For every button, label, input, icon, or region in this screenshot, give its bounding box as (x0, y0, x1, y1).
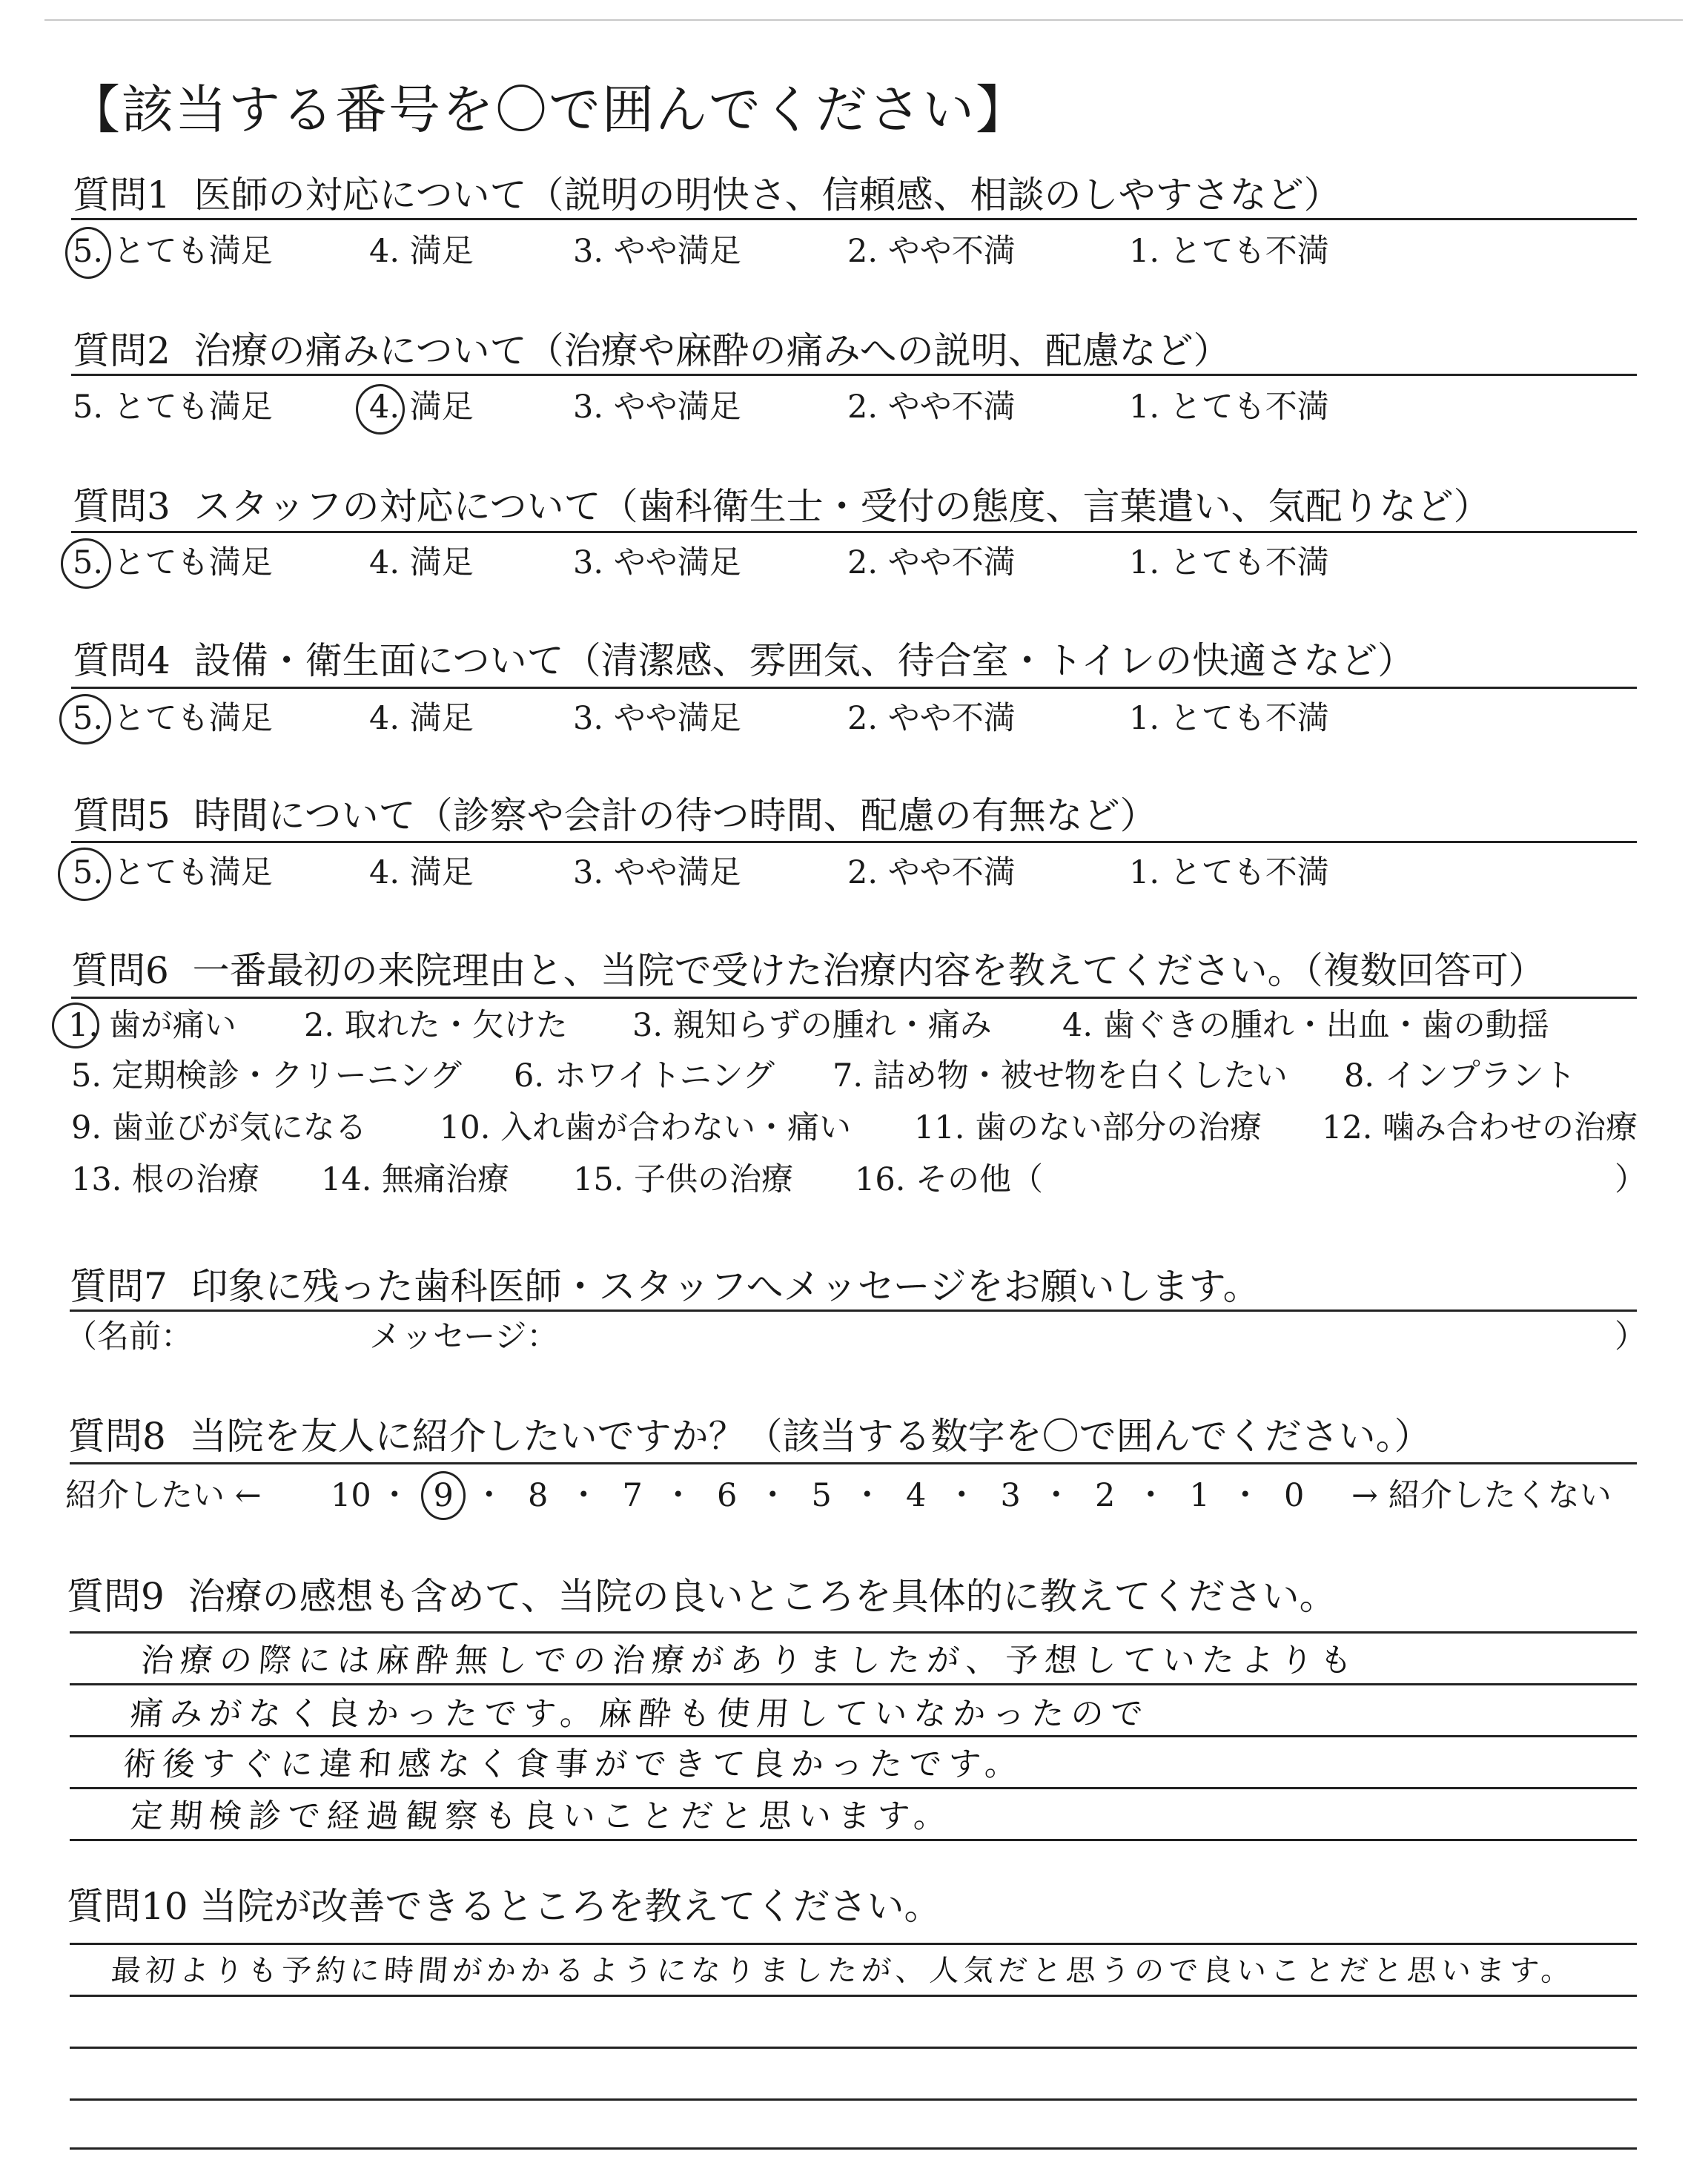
q3-option-4[interactable]: 4. 満足 (369, 544, 474, 581)
q4-option-4[interactable]: 4. 満足 (369, 700, 474, 737)
question-7 (70, 1265, 1260, 1308)
question-3 (73, 485, 1491, 528)
q6-option-3[interactable]: 3. 親知らずの腫れ・痛み (632, 1007, 992, 1044)
q4-option-3[interactable]: 3. やや満足 (573, 700, 741, 737)
q3-option-3[interactable]: 3. やや満足 (573, 544, 741, 581)
q6-option-7[interactable]: 7. 詰め物・被せ物を白くしたい (833, 1057, 1288, 1094)
q6-option-8[interactable]: 8. インプラント (1344, 1057, 1576, 1094)
question-6-text: 一番最初の来院理由と、当院で受けた治療内容を教えてください。（複数回答可） (192, 949, 1546, 992)
q5-option-1[interactable]: 1. とても不満 (1129, 854, 1329, 891)
q10-rule-1 (70, 1943, 1637, 1945)
q6-option-6[interactable]: 6. ホワイトニング (514, 1057, 775, 1094)
question-2-label: 質問2 (73, 329, 171, 372)
question-5-rule (71, 841, 1637, 843)
question-7-label: 質問7 (70, 1265, 168, 1308)
q8-scale-separator: ・ (1229, 1477, 1262, 1514)
q6-option-1[interactable]: 1. 歯が痛い (68, 1007, 236, 1044)
q5-option-3[interactable]: 3. やや満足 (573, 854, 741, 891)
q8-scale-separator: ・ (1040, 1477, 1073, 1514)
q9-rule-3 (70, 1735, 1637, 1737)
q8-scale-1[interactable]: 1 (1189, 1477, 1210, 1514)
question-4-label: 質問4 (73, 639, 171, 682)
q1-option-3[interactable]: 3. やや満足 (573, 233, 741, 270)
q8-left-label: 紹介したい ← (65, 1477, 262, 1514)
question-1-label: 質問1 (73, 174, 171, 217)
question-1-rule (71, 218, 1637, 220)
q6-option-5[interactable]: 5. 定期検診・クリーニング (71, 1057, 462, 1094)
q6-option-9[interactable]: 9. 歯並びが気になる (71, 1109, 367, 1146)
question-5 (73, 794, 1157, 837)
q8-scale-10[interactable]: 10 (331, 1477, 371, 1514)
question-1-text: 医師の対応について（説明の明快さ、信頼感、相談のしやすさなど） (193, 174, 1341, 217)
q6-option-15[interactable]: 15. 子供の治療 (573, 1161, 794, 1198)
question-10 (67, 1885, 941, 1928)
question-8-rule (70, 1462, 1637, 1464)
q8-scale-8[interactable]: 8 (528, 1477, 549, 1514)
question-9-label: 質問9 (67, 1575, 165, 1618)
q10-rule-3 (70, 2047, 1637, 2049)
q7-close-paren: ） (1615, 1318, 1646, 1355)
q8-scale-separator: ・ (1134, 1477, 1167, 1514)
q6-option-14[interactable]: 14. 無痛治療 (321, 1161, 510, 1198)
q8-scale-separator: ・ (473, 1477, 506, 1514)
q8-scale-0[interactable]: 0 (1284, 1477, 1305, 1514)
q8-scale-separator: ・ (378, 1477, 411, 1514)
question-4-text: 設備・衛生面について（清潔感、雰囲気、待合室・トイレの快適さなど） (193, 639, 1415, 682)
q6-other-close-paren: ） (1615, 1161, 1646, 1198)
question-6 (71, 949, 1546, 992)
scan-edge (44, 19, 1683, 21)
instruction-heading: 【該当する番号を〇で囲んでください】 (68, 79, 1029, 140)
q1-option-5[interactable]: 5. とても満足 (73, 233, 273, 270)
q9-answer-line-4: 定期検診で経過観察も良いことだと思います。 (129, 1797, 955, 1835)
q7-message-label: メッセージ： (369, 1318, 559, 1355)
q6-option-13[interactable]: 13. 根の治療 (71, 1161, 260, 1198)
q10-rule-5 (70, 2147, 1637, 2150)
q8-scale-5[interactable]: 5 (811, 1477, 832, 1514)
question-10-label: 質問10 (67, 1885, 188, 1928)
q6-option-2[interactable]: 2. 取れた・欠けた (304, 1007, 568, 1044)
q2-option-5[interactable]: 5. とても満足 (73, 389, 273, 426)
q4-option-1[interactable]: 1. とても不満 (1129, 700, 1329, 737)
q6-option-16[interactable]: 16. その他（ (855, 1161, 1044, 1198)
question-6-label: 質問6 (71, 949, 169, 992)
q9-answer-line-1: 治療の際には麻酔無しでの治療がありましたが、予想していたよりも (139, 1642, 1360, 1680)
q5-option-4[interactable]: 4. 満足 (369, 854, 474, 891)
question-10-text: 当院が改善できるところを教えてください。 (199, 1885, 941, 1928)
q8-scale-separator: ・ (851, 1477, 884, 1514)
q2-option-3[interactable]: 3. やや満足 (573, 389, 741, 426)
q5-option-5[interactable]: 5. とても満足 (73, 854, 273, 891)
q8-scale-6[interactable]: 6 (717, 1477, 738, 1514)
q9-answer-line-2: 痛みがなく良かったです。麻酔も使用していなかったので (129, 1695, 1151, 1733)
question-5-label: 質問5 (73, 794, 171, 837)
q1-option-1[interactable]: 1. とても不満 (1129, 233, 1329, 270)
q4-option-2[interactable]: 2. やや不満 (847, 700, 1016, 737)
question-2-text: 治療の痛みについて（治療や麻酔の痛みへの説明、配慮など） (193, 329, 1231, 372)
question-4-rule (71, 687, 1637, 689)
q3-option-1[interactable]: 1. とても不満 (1129, 544, 1329, 581)
question-8-label: 質問8 (68, 1415, 166, 1458)
q5-option-2[interactable]: 2. やや不満 (847, 854, 1016, 891)
question-2 (73, 329, 1231, 372)
q8-scale-separator: ・ (945, 1477, 978, 1514)
q9-answer-line-3: 術後すぐに違和感なく食事ができて良かったです。 (122, 1745, 1026, 1783)
q10-rule-2 (70, 1995, 1637, 1997)
q6-option-4[interactable]: 4. 歯ぐきの腫れ・出血・歯の動揺 (1062, 1007, 1549, 1044)
question-8-text: 当院を友人に紹介したいですか？（該当する数字を〇で囲んでください。） (189, 1415, 1431, 1458)
q6-option-12[interactable]: 12. 噛み合わせの治療 (1322, 1109, 1638, 1146)
q9-rule-4 (70, 1787, 1637, 1789)
q8-scale-separator: ・ (662, 1477, 695, 1514)
q9-rule-1 (70, 1631, 1637, 1634)
q8-scale-2[interactable]: 2 (1095, 1477, 1116, 1514)
q7-name-label: （名前： (65, 1318, 193, 1355)
question-8 (68, 1415, 1431, 1458)
question-5-text: 時間について（診察や会計の待つ時間、配慮の有無など） (193, 794, 1157, 837)
question-2-rule (71, 374, 1637, 376)
question-9 (67, 1575, 1337, 1618)
q2-option-1[interactable]: 1. とても不満 (1129, 389, 1329, 426)
question-9-text: 治療の感想も含めて、当院の良いところを具体的に教えてください。 (188, 1575, 1337, 1618)
question-1 (73, 174, 1341, 217)
q9-rule-2 (70, 1683, 1637, 1685)
q3-option-2[interactable]: 2. やや不満 (847, 544, 1016, 581)
q1-option-2[interactable]: 2. やや不満 (847, 233, 1016, 270)
q8-right-label: → 紹介したくない (1351, 1477, 1612, 1514)
q8-scale-separator: ・ (567, 1477, 600, 1514)
q6-option-10[interactable]: 10. 入れ歯が合わない・痛い (440, 1109, 852, 1146)
q8-scale-3[interactable]: 3 (1000, 1477, 1021, 1514)
q8-scale-separator: ・ (756, 1477, 789, 1514)
q8-scale-4[interactable]: 4 (906, 1477, 927, 1514)
question-3-text: スタッフの対応について（歯科衛生士・受付の態度、言葉遣い、気配りなど） (193, 485, 1491, 528)
q2-option-4[interactable]: 4. 満足 (369, 389, 474, 426)
q10-answer-line-1: 最初よりも予約に時間がかかるようになりましたが、人気だと思うので良いことだと思います。 (110, 1954, 1577, 1988)
q8-scale-7[interactable]: 7 (622, 1477, 643, 1514)
question-3-rule (71, 531, 1637, 533)
q8-scale-9[interactable]: 9 (433, 1477, 454, 1514)
q1-option-4[interactable]: 4. 満足 (369, 233, 474, 270)
q9-rule-5 (70, 1839, 1637, 1841)
q10-rule-4 (70, 2098, 1637, 2101)
q4-option-5[interactable]: 5. とても満足 (73, 700, 273, 737)
question-3-label: 質問3 (73, 485, 171, 528)
question-4 (73, 639, 1415, 682)
q6-option-11[interactable]: 11. 歯のない部分の治療 (914, 1109, 1262, 1146)
q3-option-5[interactable]: 5. とても満足 (73, 544, 273, 581)
question-7-rule (70, 1309, 1637, 1312)
q2-option-2[interactable]: 2. やや不満 (847, 389, 1016, 426)
question-6-rule (71, 997, 1637, 999)
question-7-text: 印象に残った歯科医師・スタッフへメッセージをお願いします。 (191, 1265, 1260, 1308)
